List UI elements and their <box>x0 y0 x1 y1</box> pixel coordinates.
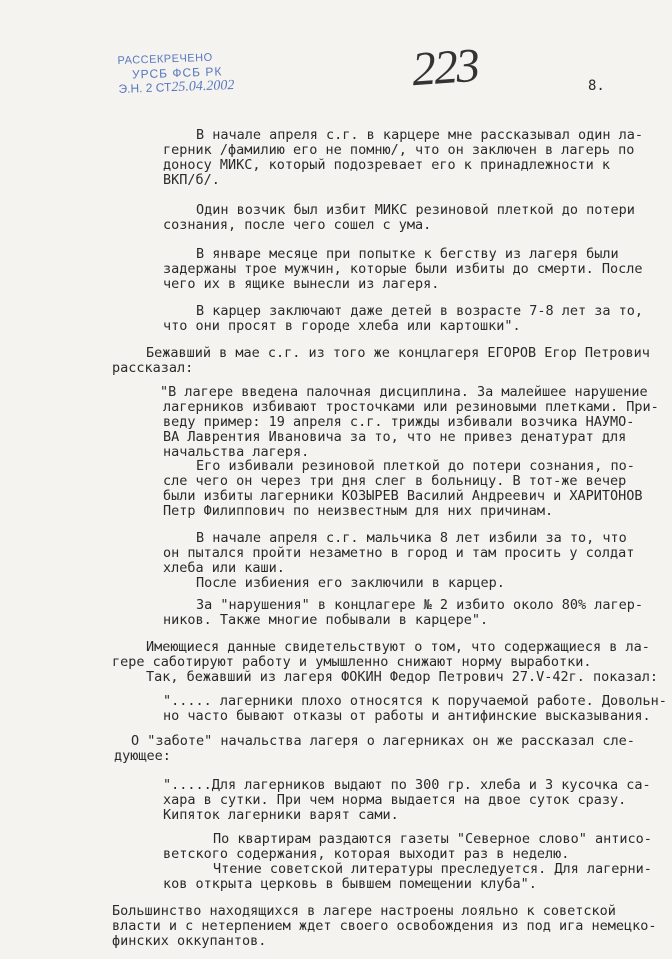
text-line: финских оккупантов. <box>112 933 267 949</box>
text-line: были избиты лагерники КОЗЫРЕВ Василий Андреевич и ХАРИТОНОВ <box>163 488 643 504</box>
text-line: веду пример: 19 апреля с.г. трижды избивали возчика НАУМО- <box>163 414 635 430</box>
text-line: Его избивали резиновой плеткой до потери сознания, по- <box>196 458 635 474</box>
text-line: но часто бывают отказы от работы и антифинские высказывания. <box>163 708 651 724</box>
text-line: герник /фамилию его не помню/, что он заключен в лагерь по <box>163 142 635 158</box>
text-line: За "нарушения" в концлагере № 2 избито около 80% лагер- <box>196 597 644 613</box>
text-line: что они просят в городе хлеба или картошки". <box>163 318 521 334</box>
text-line: сознания, после чего сошел с ума. <box>163 217 432 233</box>
text-line: он пытался пройти незаметно в город и там просить у солдат <box>163 545 635 561</box>
text-line: чего их в ящике вынесли из лагеря. <box>163 276 440 292</box>
text-line: Бежавший в мае с.г. из того же концлагеря ЕГОРОВ Егор Петрович <box>146 345 650 361</box>
stamp-code: Э.Н. 2 СТ <box>118 80 172 97</box>
text-line: ветского содержания, которая выходит раз в неделю. <box>163 846 570 862</box>
text-line: дующее: <box>114 748 171 764</box>
text-line: По квартирам раздаются газеты "Северное слово" антисо- <box>213 831 652 847</box>
text-line: лагерников избивают тросточками или резиновыми плетками. При- <box>163 399 659 415</box>
text-line: Петр Филиппович по неизвестным для них причинам. <box>163 503 554 519</box>
handwritten-archive-number: 223 <box>410 38 480 97</box>
text-line: Чтение советской литературы преследуется. Для лагерни- <box>213 861 652 877</box>
text-line: ВКП/б/. <box>163 172 220 188</box>
text-line: В январе месяце при попытке к бегству из лагеря были <box>196 246 619 262</box>
text-line: доносу МИКС, который подозревает его к принадлежности к <box>163 157 611 173</box>
text-line: сле чего он через три дня слег в больницу. В тот-же вечер <box>163 473 627 489</box>
text-line: В карцер заключают даже детей в возрасте 7-8 лет за то, <box>196 303 644 319</box>
text-line: задержаны трое мужчин, которые были избиты до смерти. После <box>163 261 643 277</box>
text-line: "В лагере введена палочная дисциплина. За малейшее нарушение <box>160 384 648 400</box>
text-line: хлеба или каши. <box>163 560 285 576</box>
text-line: "..... лагерники плохо относятся к поручаемой работе. Довольн- <box>163 693 667 709</box>
stamp-line-1: РАССЕКРЕЧЕНО <box>117 51 213 68</box>
text-line: рассказал: <box>112 360 194 376</box>
text-line: ВА Лаврентия Ивановича за то, что не привез денатурат для <box>163 429 627 445</box>
text-line: начальства лагеря. <box>163 444 310 460</box>
text-line: В начале апреля с.г. мальчика 8 лет избили за то, что <box>196 530 627 546</box>
text-line: Один возчик был избит МИКС резиновой плеткой до потери <box>196 202 635 218</box>
text-line: В начале апреля с.г. в карцере мне рассказывал один ла- <box>196 127 644 143</box>
text-line: Имеющиеся данные свидетельствуют о том, что содержащиеся в ла- <box>146 639 650 655</box>
text-line: ков открыта церковь в бывшем помещении клуба". <box>163 876 537 892</box>
text-line: ".....Для лагерников выдают по 300 гр. хлеба и 3 кусочка са- <box>163 777 651 793</box>
text-line: власти и с нетерпением ждет своего освобождения из под ига немецко- <box>112 918 657 934</box>
text-line: Так, бежавший из лагеря ФОКИН Федор Петрович 27.V-42г. показал: <box>146 669 659 685</box>
text-line: Кипяток лагерники варят сами. <box>163 807 399 823</box>
page-number: 8. <box>588 78 605 94</box>
stamp-date: 25.04.2002 <box>171 77 235 96</box>
stamp-line-2: УРСБ ФСБ РК <box>131 64 223 82</box>
text-line: гере саботируют работу и умышленно снижают норму выработки. <box>112 654 592 670</box>
text-line: После избиения его заключили в карцер. <box>196 575 505 591</box>
text-line: ников. Также многие побывали в карцере". <box>163 612 489 628</box>
text-line: О "заботе" начальства лагеря о лагерниках он же рассказал сле- <box>131 733 635 749</box>
text-line: хара в сутки. При чем норма выдается на двое суток сразу. <box>163 792 627 808</box>
text-line: Большинство находящихся в лагере настроены лояльно к советской <box>112 903 616 919</box>
